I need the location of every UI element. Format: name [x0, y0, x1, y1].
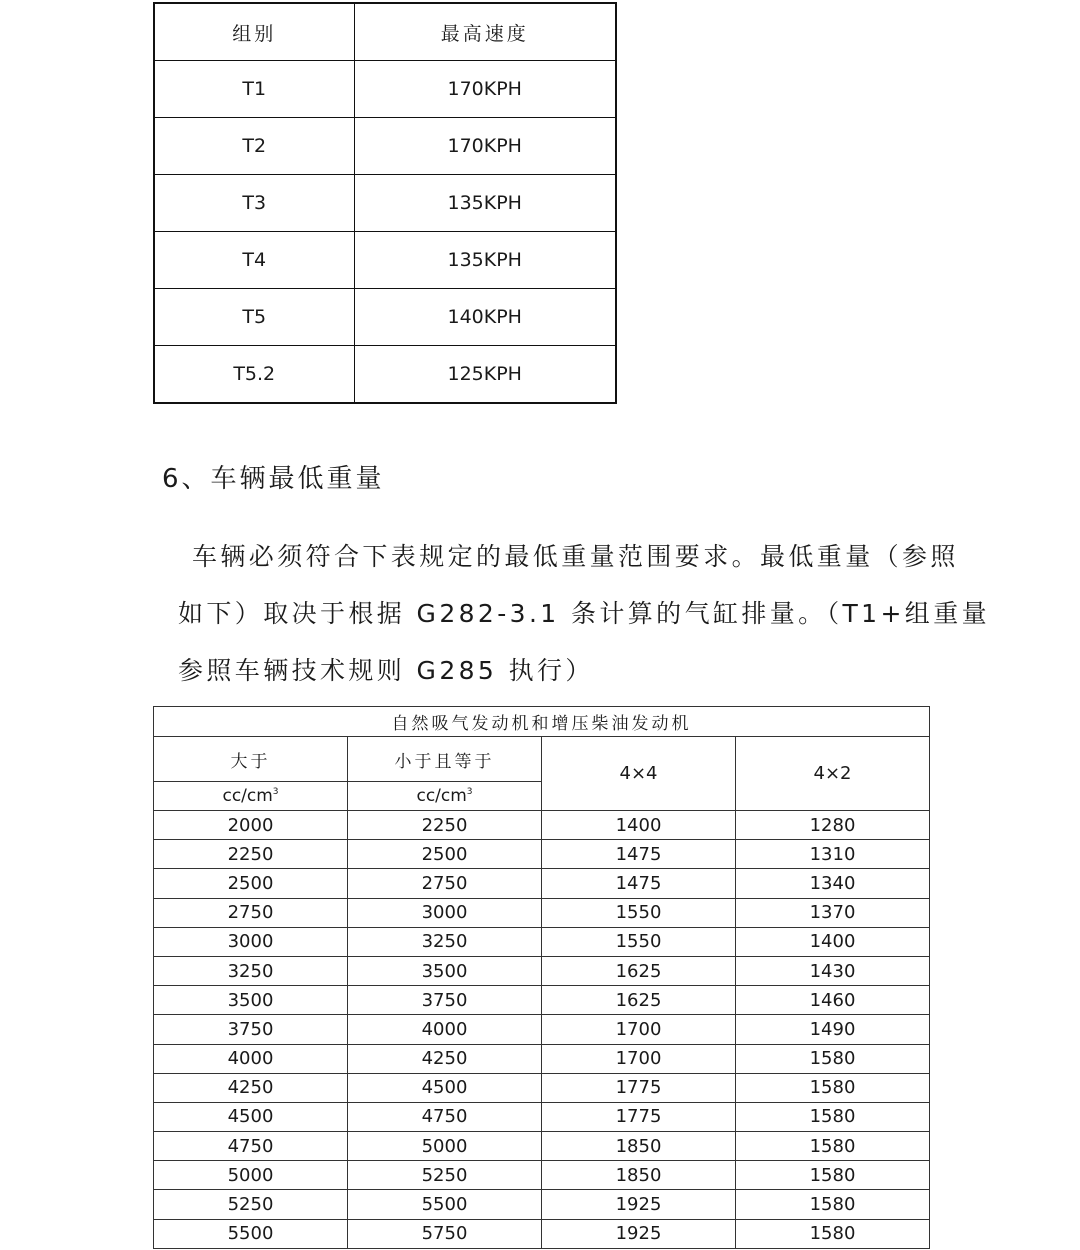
greater-than-cell: 2500: [154, 869, 348, 898]
table-row: [154, 61, 616, 118]
weight-4x4-cell: 1700: [542, 1044, 736, 1073]
table-row: [154, 1161, 930, 1190]
header-less-or-equal: 小于且等于: [348, 737, 542, 782]
less-or-equal-cell: 4000: [348, 1015, 542, 1044]
greater-than-cell: 4500: [154, 1102, 348, 1131]
speed-table-header-row: [154, 3, 616, 61]
less-or-equal-cell: 3000: [348, 898, 542, 927]
greater-than-cell: 5500: [154, 1219, 348, 1248]
table-row: [154, 1044, 930, 1073]
weight-4x4-cell: 1775: [542, 1073, 736, 1102]
weight-4x4-cell: 1850: [542, 1132, 736, 1161]
table-row: [154, 1132, 930, 1161]
table-row: [154, 898, 930, 927]
less-or-equal-cell: 5000: [348, 1132, 542, 1161]
unit-cell: $cc/cm^3$: [348, 782, 542, 811]
weight-4x4-cell: 1400: [542, 811, 736, 840]
table-row: [154, 232, 616, 289]
speed-table-body: [154, 61, 616, 404]
table-row: [154, 869, 930, 898]
weight-4x2-cell: 1400: [736, 927, 930, 956]
less-or-equal-cell: 5500: [348, 1190, 542, 1219]
table-row: [154, 289, 616, 346]
group-cell: T5: [154, 289, 354, 346]
greater-than-cell: 2750: [154, 898, 348, 927]
group-cell: T4: [154, 232, 354, 289]
table-row: [154, 840, 930, 869]
less-or-equal-cell: 3750: [348, 986, 542, 1015]
less-or-equal-cell: 5750: [348, 1219, 542, 1248]
less-or-equal-cell: 5250: [348, 1161, 542, 1190]
weight-4x4-cell: 1850: [542, 1161, 736, 1190]
less-or-equal-cell: 3500: [348, 956, 542, 985]
body-paragraph: [178, 528, 990, 699]
speed-cell: 135KPH: [354, 175, 616, 232]
weight-4x4-cell: 1625: [542, 956, 736, 985]
greater-than-cell: 3250: [154, 956, 348, 985]
section-heading: 6、车辆最低重量: [162, 464, 385, 494]
weight-4x4-cell: 1550: [542, 927, 736, 956]
speed-table: [153, 2, 617, 404]
weight-4x4-cell: 1925: [542, 1219, 736, 1248]
weight-4x4-cell: 1550: [542, 898, 736, 927]
weight-4x2-cell: 1310: [736, 840, 930, 869]
weight-4x4-cell: 1625: [542, 986, 736, 1015]
table-row: [154, 986, 930, 1015]
weight-4x4-cell: 1475: [542, 840, 736, 869]
weight-4x4-cell: 1700: [542, 1015, 736, 1044]
greater-than-cell: 4750: [154, 1132, 348, 1161]
weight-4x2-cell: 1580: [736, 1073, 930, 1102]
weight-4x2-cell: 1580: [736, 1219, 930, 1248]
header-4x2: 4×2: [736, 737, 930, 811]
weight-4x4-cell: 1925: [542, 1190, 736, 1219]
less-or-equal-cell: 4750: [348, 1102, 542, 1131]
greater-than-cell: 4250: [154, 1073, 348, 1102]
weight-4x2-cell: 1490: [736, 1015, 930, 1044]
weight-table-caption: 自然吸气发动机和增压柴油发动机: [154, 707, 930, 737]
weight-4x2-cell: 1280: [736, 811, 930, 840]
weight-4x2-cell: 1580: [736, 1161, 930, 1190]
speed-cell: 140KPH: [354, 289, 616, 346]
table-row: [154, 1219, 930, 1248]
header-max-speed: 最高速度: [354, 3, 616, 61]
greater-than-cell: 2000: [154, 811, 348, 840]
weight-table-body: [154, 811, 930, 1249]
table-row: [154, 956, 930, 985]
table-row: [154, 118, 616, 175]
less-or-equal-cell: 4250: [348, 1044, 542, 1073]
table-row: [154, 811, 930, 840]
weight-4x2-cell: 1340: [736, 869, 930, 898]
header-group: 组别: [154, 3, 354, 61]
table-row: [154, 1015, 930, 1044]
table-row: [154, 1102, 930, 1131]
paragraph-line: 如下）取决于根据 G282-3.1 条计算的气缸排量。（T1+组重量: [178, 599, 990, 628]
weight-4x4-cell: 1775: [542, 1102, 736, 1131]
table-row: [154, 1073, 930, 1102]
greater-than-cell: 4000: [154, 1044, 348, 1073]
greater-than-cell: 5000: [154, 1161, 348, 1190]
header-greater-than: 大于: [154, 737, 348, 782]
weight-4x2-cell: 1580: [736, 1044, 930, 1073]
greater-than-cell: 3000: [154, 927, 348, 956]
less-or-equal-cell: 3250: [348, 927, 542, 956]
greater-than-cell: 3750: [154, 1015, 348, 1044]
weight-4x2-cell: 1430: [736, 956, 930, 985]
speed-cell: 170KPH: [354, 61, 616, 118]
less-or-equal-cell: 2500: [348, 840, 542, 869]
table-row: [154, 927, 930, 956]
weight-4x4-cell: 1475: [542, 869, 736, 898]
group-cell: T3: [154, 175, 354, 232]
speed-cell: 135KPH: [354, 232, 616, 289]
group-cell: T1: [154, 61, 354, 118]
group-cell: T5.2: [154, 346, 354, 404]
weight-table-caption-row: [154, 707, 930, 737]
table-row: [154, 175, 616, 232]
speed-cell: 170KPH: [354, 118, 616, 175]
weight-4x2-cell: 1580: [736, 1190, 930, 1219]
greater-than-cell: 5250: [154, 1190, 348, 1219]
greater-than-cell: 2250: [154, 840, 348, 869]
speed-cell: 125KPH: [354, 346, 616, 404]
weight-table-header-row: [154, 737, 930, 782]
weight-4x2-cell: 1460: [736, 986, 930, 1015]
weight-4x2-cell: 1580: [736, 1102, 930, 1131]
greater-than-cell: 3500: [154, 986, 348, 1015]
table-row: [154, 1190, 930, 1219]
group-cell: T2: [154, 118, 354, 175]
weight-table: [153, 706, 930, 1249]
less-or-equal-cell: 2750: [348, 869, 542, 898]
weight-4x2-cell: 1580: [736, 1132, 930, 1161]
less-or-equal-cell: 2250: [348, 811, 542, 840]
header-4x4: 4×4: [542, 737, 736, 811]
weight-4x2-cell: 1370: [736, 898, 930, 927]
paragraph-line: 参照车辆技术规则 G285 执行）: [178, 656, 594, 685]
paragraph-line: 车辆必须符合下表规定的最低重量范围要求。最低重量（参照: [192, 542, 959, 571]
unit-cell: $cc/cm^3$: [154, 782, 348, 811]
table-row: [154, 346, 616, 404]
less-or-equal-cell: 4500: [348, 1073, 542, 1102]
